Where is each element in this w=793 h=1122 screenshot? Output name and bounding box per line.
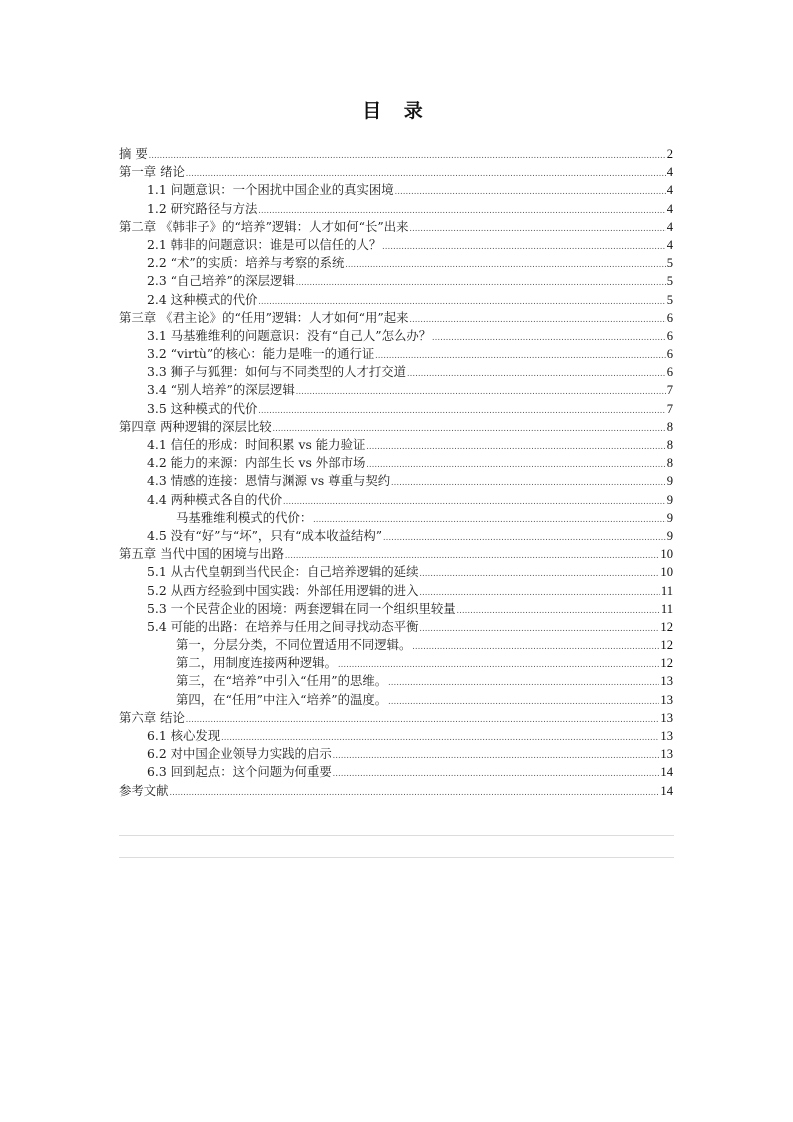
toc-entry-label: 5.4 可能的出路：在培养与任用之间寻找动态平衡 [147,618,419,634]
toc-leader-dots [258,401,665,419]
toc-entry-label: 第六章 结论 [119,709,185,725]
toc-page-number: 6 [666,347,673,362]
toc-entry-level-2[interactable] [119,763,673,781]
toc-leader-dots [333,764,660,782]
toc-leader-dots [366,455,665,473]
toc-entry-label: 第一章 绪论 [119,164,185,180]
toc-entry-label: 5.2 从西方经验到中国实践：外部任用逻辑的进入 [147,582,419,598]
toc-page-number: 12 [660,656,673,671]
toc-entry-label: 4.2 能力的来源：内部生长 vs 外部市场 [147,455,366,471]
toc-page-number: 8 [666,456,673,471]
toc-entry-level-3[interactable] [119,636,673,654]
toc-page-number: 10 [660,547,673,562]
toc-page-number: 4 [666,237,673,252]
toc-entry-label: 马基雅维利模式的代价： [176,509,313,525]
toc-entry-label: 1.1 问题意识：一个困扰中国企业的真实困境 [147,182,394,198]
toc-entry-label: 第二章 《韩非子》的“培养”逻辑：人才如何“长”出来 [119,218,409,234]
toc-entry-level-3[interactable] [119,509,673,527]
toc-entry-label: 参考文献 [119,782,169,798]
page-divider-bottom [119,857,674,858]
toc-leader-dots [419,583,659,601]
toc-page-number: 13 [660,674,673,689]
toc-entry-label: 6.1 核心发现 [147,728,221,743]
toc-leader-dots [409,310,665,328]
toc-entry-level-2[interactable] [119,400,673,418]
toc-entry-label: 第四章 两种逻辑的深层比较 [119,418,272,434]
toc-leader-dots [283,492,666,510]
toc-entry-level-2[interactable] [119,618,673,636]
toc-page-number: 7 [666,383,673,398]
toc-leader-dots [419,619,659,637]
toc-leader-dots [419,564,659,582]
toc-page-number: 5 [666,292,673,307]
toc-page-number: 13 [660,692,673,707]
toc-entry-level-2[interactable] [119,472,673,490]
toc-entry-label: 6.3 回到起点：这个问题为何重要 [147,764,332,780]
toc-page-number: 4 [666,219,673,234]
toc-leader-dots [391,473,666,491]
toc-page-number: 4 [666,183,673,198]
toc-page-number: 6 [666,365,673,380]
toc-entry-label: 2.4 这种模式的代价 [147,291,258,307]
toc-page-number: 6 [666,328,673,343]
toc-entry-level-2[interactable] [119,491,673,509]
toc-entry-level-2[interactable] [119,327,673,345]
toc-page-number: 13 [660,747,673,762]
toc-entry-label: 第三，在“培养”中引入“任用”的思维。 [176,673,388,689]
toc-page-number: 9 [666,474,673,489]
toc-entry-level-1[interactable] [119,218,673,236]
toc-page-number: 12 [660,638,673,653]
toc-page-number: 13 [660,729,673,743]
toc-entry-level-2[interactable] [119,436,673,454]
toc-entry-level-2[interactable] [119,345,673,363]
toc-page-number: 9 [666,492,673,507]
toc-leader-dots [186,710,660,728]
toc-entry-level-2[interactable] [119,291,673,309]
toc-entry-level-2[interactable] [119,236,673,254]
toc-entry-level-1[interactable] [119,418,673,436]
toc-entry-level-2[interactable] [119,745,673,763]
toc-page-number: 13 [660,710,673,725]
toc-page-number: 4 [666,165,673,180]
toc-leader-dots [170,783,660,801]
toc-leader-dots [395,182,666,200]
page-divider-top [119,835,674,836]
toc-entry-label: 6.2 对中国企业领导力实践的启示 [147,746,332,762]
toc-leader-dots [221,728,659,746]
toc-leader-dots [345,255,665,273]
toc-leader-dots [375,346,665,364]
toc-entry-level-1[interactable] [119,782,673,800]
toc-entry-label: 4.5 没有“好”与“坏”，只有“成本收益结构” [147,527,383,543]
toc-entry-label: 摘 要 [119,146,148,161]
toc-page-number: 5 [666,256,673,271]
toc-entry-level-1[interactable] [119,545,673,563]
toc-page-number: 10 [660,565,673,580]
toc-entry-label: 第二，用制度连接两种逻辑。 [176,655,338,671]
toc-leader-dots [186,164,666,182]
toc-entry-level-2[interactable] [119,272,673,290]
toc-entry-level-1[interactable] [119,309,673,327]
toc-leader-dots [273,419,666,437]
toc-leader-dots [366,437,665,455]
toc-page-number: 9 [666,528,673,543]
toc-entry-label: 3.1 马基雅维利的问题意识：没有“自己人”怎么办？ [147,327,432,343]
toc-entry-level-3[interactable] [119,672,673,690]
toc-entry-label: 4.1 信任的形成：时间积累 vs 能力验证 [147,437,366,452]
toc-leader-dots [432,328,666,346]
table-of-contents [119,145,673,800]
toc-entry-level-2[interactable] [119,381,673,399]
toc-title: 目 录 [362,100,431,122]
toc-leader-dots [382,237,665,255]
toc-page-number: 7 [666,401,673,416]
toc-entry-level-2[interactable] [119,454,673,472]
toc-leader-dots [388,673,659,691]
toc-entry-label: 3.3 狮子与狐狸：如何与不同类型的人才打交道 [147,364,407,380]
toc-entry-level-1[interactable] [119,709,673,727]
toc-entry-label: 5.3 一个民营企业的困境：两套逻辑在同一个组织里较量 [147,600,456,616]
toc-leader-dots [258,201,665,219]
toc-entry-label: 第一，分层分类，不同位置适用不同逻辑。 [176,637,412,653]
toc-entry-label: 2.2 “术”的实质：培养与考察的系统 [147,255,345,271]
toc-leader-dots [388,692,659,710]
toc-page-number: 14 [660,765,673,780]
toc-leader-dots [412,637,659,655]
toc-entry-label: 3.5 这种模式的代价 [147,400,258,416]
toc-entry-label: 第三章 《君主论》的“任用”逻辑：人才如何“用”起来 [119,309,409,325]
toc-page-number: 12 [660,619,673,634]
toc-entry-level-2[interactable] [119,527,673,545]
toc-entry-level-2[interactable] [119,727,673,745]
toc-leader-dots [296,273,666,291]
toc-entry-level-2[interactable] [119,582,673,600]
toc-leader-dots [383,528,666,546]
toc-entry-label: 2.3 “自己培养”的深层逻辑 [147,273,295,289]
toc-page-number: 9 [666,510,673,525]
toc-leader-dots [457,601,660,619]
toc-entry-level-1[interactable] [119,163,673,181]
toc-entry-label: 4.3 情感的连接：恩情与渊源 vs 尊重与契约 [147,473,391,489]
toc-entry-level-2[interactable] [119,363,673,381]
toc-entry-level-2[interactable] [119,254,673,272]
toc-leader-dots [338,655,659,673]
toc-leader-dots [409,219,665,237]
toc-entry-label: 5.1 从古代皇朝到当代民企：自己培养逻辑的延续 [147,564,419,580]
toc-entry-label: 第四，在“任用”中注入“培养”的温度。 [176,691,388,707]
toc-page-number: 6 [666,310,673,325]
toc-entry-level-2[interactable] [119,181,673,199]
toc-entry-level-3[interactable] [119,654,673,672]
toc-entry-label: 第五章 当代中国的困境与出路 [119,546,285,562]
toc-entry-label: 1.2 研究路径与方法 [147,200,258,216]
toc-page-number: 8 [666,419,673,434]
toc-page-number: 11 [660,601,673,616]
toc-leader-dots [313,510,665,528]
toc-entry-level-2[interactable] [119,600,673,618]
toc-leader-dots [285,546,659,564]
toc-page-number: 5 [666,274,673,289]
toc-entry-level-3[interactable] [119,691,673,709]
toc-leader-dots [296,382,666,400]
toc-leader-dots [258,292,665,310]
toc-page-number: 8 [666,438,673,452]
toc-leader-dots [149,146,666,164]
toc-entry-label: 2.1 韩非的问题意识：谁是可以信任的人？ [147,236,382,252]
toc-entry-label: 4.4 两种模式各自的代价 [147,491,283,507]
toc-page-number: 14 [660,783,673,798]
toc-entry-level-2[interactable] [119,563,673,581]
toc-page-number: 2 [666,147,673,161]
toc-entry-label: 3.4 “别人培养”的深层逻辑 [147,382,295,398]
toc-page-number: 4 [666,201,673,216]
toc-entry-level-1[interactable] [119,145,673,163]
toc-entry-label: 3.2 “virtù”的核心：能力是唯一的通行证 [147,346,375,362]
toc-entry-level-2[interactable] [119,200,673,218]
toc-page-number: 11 [660,583,673,598]
toc-leader-dots [333,746,660,764]
toc-leader-dots [407,364,666,382]
